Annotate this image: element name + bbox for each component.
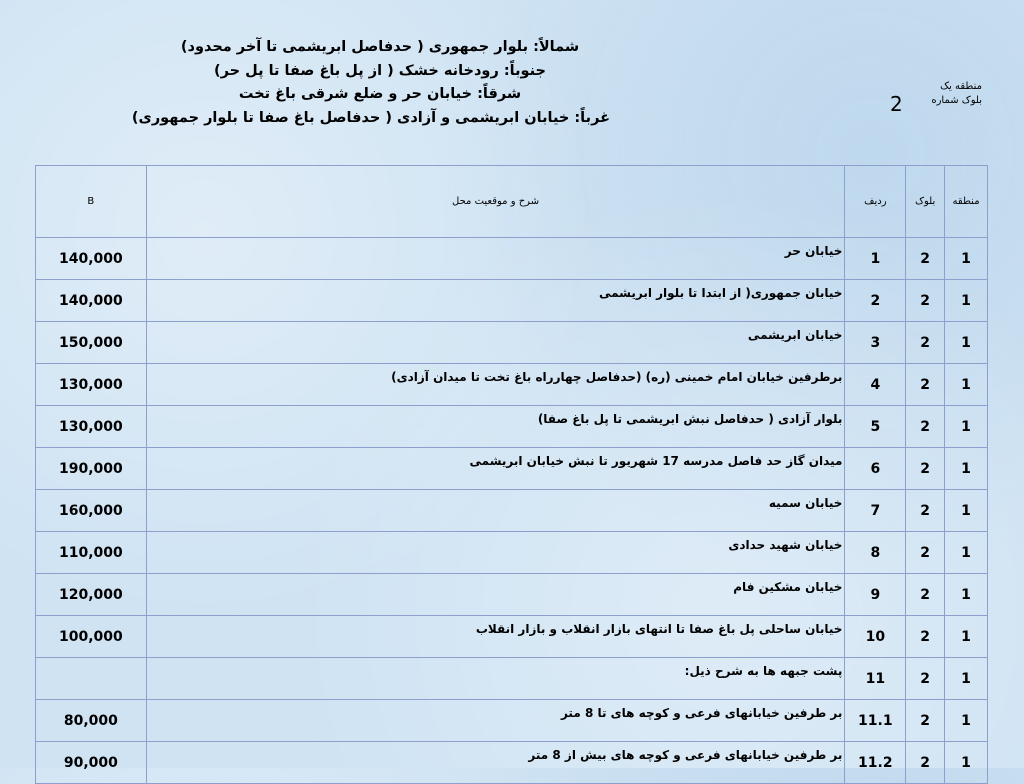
region-info xyxy=(912,80,982,108)
cell-row: 1 xyxy=(845,238,906,280)
cell-region: 1 xyxy=(945,574,988,616)
cell-block: 2 xyxy=(906,364,945,406)
cell-price: 120,000 xyxy=(36,574,147,616)
cell-price: 100,000 xyxy=(36,616,147,658)
cell-region: 1 xyxy=(945,700,988,742)
header-row: ردیف xyxy=(845,166,906,238)
cell-block: 2 xyxy=(906,280,945,322)
cell-price: 130,000 xyxy=(36,364,147,406)
cell-description: خیابان ابریشمی xyxy=(146,322,845,364)
cell-price: 160,000 xyxy=(36,490,147,532)
price-table xyxy=(35,165,988,784)
cell-region: 1 xyxy=(945,364,988,406)
cell-block: 2 xyxy=(906,238,945,280)
block-label: بلوک شماره xyxy=(931,95,982,106)
cell-block: 2 xyxy=(906,448,945,490)
table-row xyxy=(36,238,988,280)
table-row xyxy=(36,532,988,574)
cell-description: خیابان جمهوری( از ابتدا تا بلوار ابریشمی xyxy=(146,280,845,322)
cell-block: 2 xyxy=(906,616,945,658)
table-row xyxy=(36,322,988,364)
cell-block: 2 xyxy=(906,700,945,742)
cell-description: بر طرفین خیابانهای فرعی و کوچه های بیش از 8 متر xyxy=(146,742,845,784)
table-row xyxy=(36,574,988,616)
cell-description: میدان گاز حد فاصل مدرسه 17 شهریور تا نبش خیابان ابریشمی xyxy=(146,448,845,490)
cell-region: 1 xyxy=(945,322,988,364)
cell-row: 8 xyxy=(845,532,906,574)
cell-row: 3 xyxy=(845,322,906,364)
cell-region: 1 xyxy=(945,406,988,448)
cell-price: 130,000 xyxy=(36,406,147,448)
table-row xyxy=(36,616,988,658)
table-row xyxy=(36,364,988,406)
cell-region: 1 xyxy=(945,280,988,322)
cell-block: 2 xyxy=(906,574,945,616)
cell-row: 2 xyxy=(845,280,906,322)
table-header-row xyxy=(36,166,988,238)
cell-description: خیابان مشکین فام xyxy=(146,574,845,616)
cell-row: 10 xyxy=(845,616,906,658)
table-row xyxy=(36,490,988,532)
boundary-south: جنوباً: رودخانه خشک ( از پل باغ صفا تا پل حر) xyxy=(213,62,546,79)
cell-price: 80,000 xyxy=(36,700,147,742)
boundaries-block xyxy=(131,36,610,130)
cell-row: 7 xyxy=(845,490,906,532)
cell-description: پشت جبهه ها به شرح ذیل: xyxy=(146,658,845,700)
cell-row: 5 xyxy=(845,406,906,448)
cell-price: 140,000 xyxy=(36,280,147,322)
cell-region: 1 xyxy=(945,490,988,532)
cell-region: 1 xyxy=(945,448,988,490)
cell-region: 1 xyxy=(945,532,988,574)
cell-block: 2 xyxy=(906,490,945,532)
table-row xyxy=(36,448,988,490)
header-description: شرح و موقعیت محل xyxy=(146,166,845,238)
cell-row: 11.2 xyxy=(845,742,906,784)
cell-description: برطرفین خیابان امام خمینی (ره) (حدفاصل چهارراه باغ تخت تا میدان آزادی) xyxy=(146,364,845,406)
cell-block: 2 xyxy=(906,742,945,784)
cell-price: 150,000 xyxy=(36,322,147,364)
cell-block: 2 xyxy=(906,322,945,364)
cell-description: بر طرفین خیابانهای فرعی و کوچه های تا 8 متر xyxy=(146,700,845,742)
header-region: منطقه xyxy=(945,166,988,238)
cell-row: 6 xyxy=(845,448,906,490)
boundary-west: غرباً: خیابان ابریشمی و آزادی ( حدفاصل باغ صفا تا بلوار جمهوری) xyxy=(131,109,610,126)
block-number: 2 xyxy=(890,92,903,116)
cell-region: 1 xyxy=(945,742,988,784)
table-row xyxy=(36,742,988,784)
cell-description: خیابان حر xyxy=(146,238,845,280)
table-body xyxy=(36,238,988,784)
boundary-east: شرقاً: خیابان حر و ضلع شرقی باغ تخت xyxy=(238,86,522,102)
cell-row: 11.1 xyxy=(845,700,906,742)
cell-block: 2 xyxy=(906,532,945,574)
cell-row: 9 xyxy=(845,574,906,616)
cell-description: خیابان سمیه xyxy=(146,490,845,532)
header-block: بلوک xyxy=(906,166,945,238)
cell-price: 140,000 xyxy=(36,238,147,280)
cell-row: 4 xyxy=(845,364,906,406)
cell-region: 1 xyxy=(945,616,988,658)
cell-description: خیابان شهید حدادی xyxy=(146,532,845,574)
table-row xyxy=(36,280,988,322)
region-label: منطقه یک xyxy=(940,81,982,92)
cell-description: بلوار آزادی ( حدفاصل نبش ابریشمی تا پل باغ صفا) xyxy=(146,406,845,448)
header-price: B xyxy=(36,166,147,238)
cell-price: 90,000 xyxy=(36,742,147,784)
table-row xyxy=(36,406,988,448)
cell-region: 1 xyxy=(945,658,988,700)
cell-price: 190,000 xyxy=(36,448,147,490)
cell-block: 2 xyxy=(906,406,945,448)
cell-row: 11 xyxy=(845,658,906,700)
cell-price: 110,000 xyxy=(36,532,147,574)
table-row xyxy=(36,658,988,700)
table-row xyxy=(36,700,988,742)
cell-price xyxy=(36,658,147,700)
boundary-north: شمالاً: بلوار جمهوری ( حدفاصل ابریشمی تا آخر محدود) xyxy=(180,39,580,55)
cell-region: 1 xyxy=(945,238,988,280)
cell-block: 2 xyxy=(906,658,945,700)
cell-description: خیابان ساحلی پل باغ صفا تا انتهای بازار انقلاب و بازار انقلاب xyxy=(146,616,845,658)
